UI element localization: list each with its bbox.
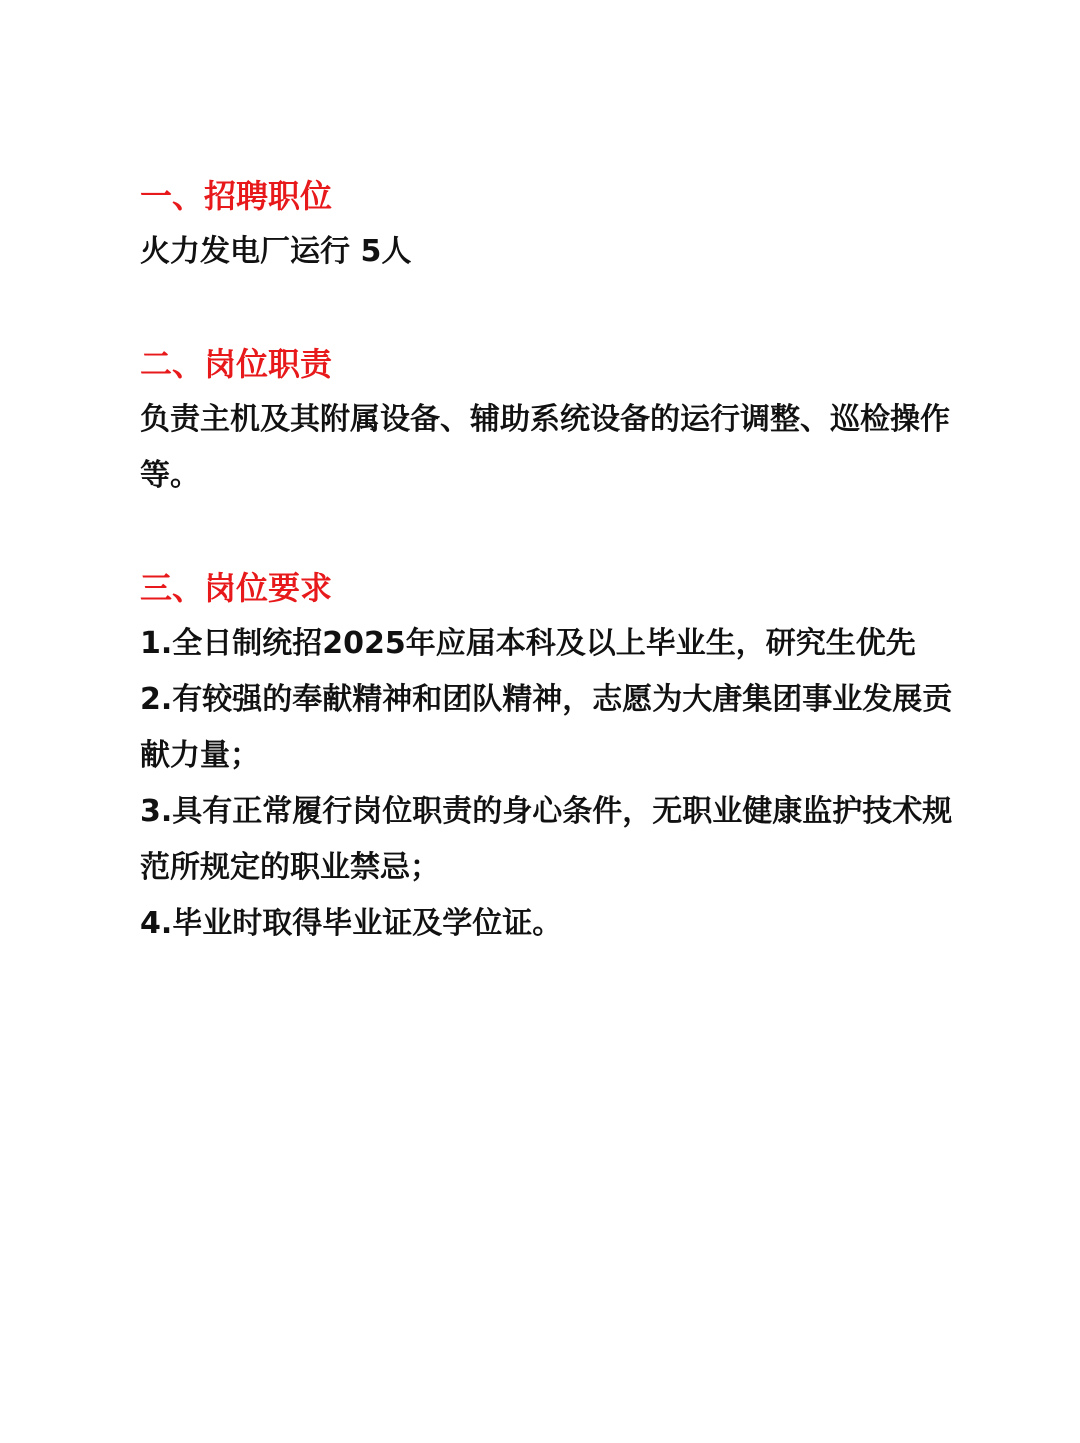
job-posting-document <box>140 168 960 952</box>
requirement-item: 2.有较强的奉献精神和团队精神，志愿为大唐集团事业发展贡献力量； <box>140 682 953 773</box>
section-position <box>140 168 960 280</box>
section-requirements-heading: 三、岗位要求 <box>140 569 333 607</box>
section-duties-content: 负责主机及其附属设备、辅助系统设备的运行调整、巡检操作等。 <box>140 402 950 493</box>
section-requirements <box>140 560 960 952</box>
section-duties-heading: 二、岗位职责 <box>140 345 333 383</box>
requirement-item: 4.毕业时取得毕业证及学位证。 <box>140 906 563 941</box>
requirement-item: 1.全日制统招2025年应届本科及以上毕业生，研究生优先 <box>140 626 916 661</box>
section-position-heading: 一、招聘职位 <box>140 177 333 215</box>
requirements-list <box>140 616 960 952</box>
section-position-content: 火力发电厂运行 5人 <box>140 234 412 269</box>
requirement-item: 3.具有正常履行岗位职责的身心条件，无职业健康监护技术规范所规定的职业禁忌； <box>140 794 953 885</box>
section-duties <box>140 336 960 504</box>
